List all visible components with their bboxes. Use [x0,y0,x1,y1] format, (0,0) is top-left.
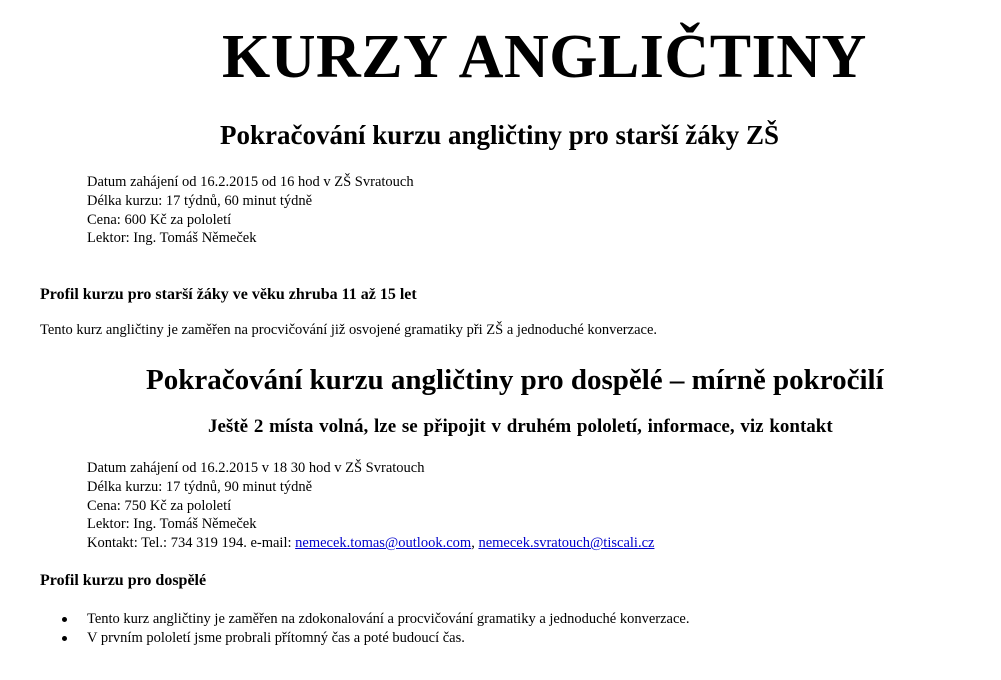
course-1-details [87,173,414,248]
course-2-profile-heading: Profil kurzu pro dospělé [40,572,207,589]
course-1-description: Tento kurz angličtiny je zaměřen na procvičování již osvojené gramatiky při ZŠ a jednoduché konverzace. [40,322,658,338]
course-1-heading: Pokračování kurzu angličtiny pro starší žáky ZŠ [220,120,780,150]
email-separator: , [471,535,479,552]
bullet-icon [62,636,67,641]
list-item-text: Tento kurz angličtiny je zaměřen na zdokonalování a procvičování gramatiky a jednoduché konverzace. [87,611,690,627]
course-2-price: Cena: 750 Kč za pololetí [87,497,232,514]
bullet-icon [62,617,67,622]
course-2-availability-notice: Ještě 2 místa volná, lze se připojit v druhém pololetí, informace, viz kontakt [208,416,833,437]
course-2-duration: Délka kurzu: 17 týdnů, 90 minut týdně [87,478,313,495]
course-2-start-date: Datum zahájení od 16.2.2015 v 18 30 hod v ZŠ Svratouch [87,460,425,476]
course-1-profile-heading: Profil kurzu pro starší žáky ve věku zhruba 11 až 15 let [40,286,417,303]
course-2-contact [87,534,654,553]
course-2-details [87,459,654,553]
email-link-tiscali[interactable]: nemecek.svratouch@tiscali.cz [478,535,655,552]
course-1-start-date: Datum zahájení od 16.2.2015 od 16 hod v ZŠ Svratouch [87,174,414,190]
list-item [62,610,690,629]
course-2-bullet-list [62,610,690,648]
page-title: KURZY ANGLIČTINY [222,23,867,91]
contact-prefix: Kontakt: Tel.: 734 319 194. e-mail: [87,535,296,552]
course-1-lecturer: Lektor: Ing. Tomáš Němeček [87,230,257,247]
course-2-lecturer: Lektor: Ing. Tomáš Němeček [87,516,257,533]
email-link-outlook[interactable]: nemecek.tomas@outlook.com [295,535,472,552]
course-1-price: Cena: 600 Kč za pololetí [87,211,232,228]
list-item-text: V prvním pololetí jsme probrali přítomný čas a poté budoucí čas. [87,630,465,646]
course-2-heading: Pokračování kurzu angličtiny pro dospělé – mírně pokročilí [146,364,884,396]
list-item [62,629,690,648]
course-1-duration: Délka kurzu: 17 týdnů, 60 minut týdně [87,192,313,209]
